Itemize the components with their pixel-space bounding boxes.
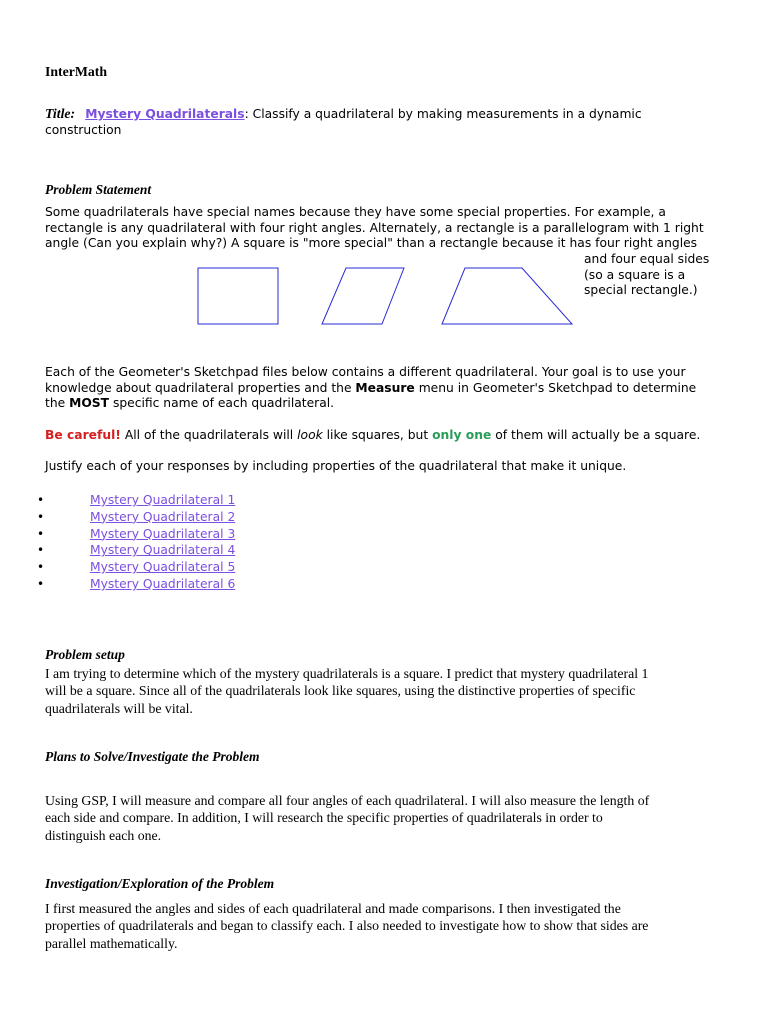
title-label: Title:: [45, 106, 76, 121]
site-title: InterMath: [45, 64, 108, 79]
bullet-icon: •: [37, 493, 45, 507]
justify-text: Justify each of your responses by including properties of the quadrilateral that make it unique.: [45, 459, 627, 473]
only-one-emphasis: only one: [432, 428, 492, 442]
title-description: : Classify a quadrilateral by making measurements in a dynamic: [244, 107, 642, 121]
mystery-quadrilateral-1-link[interactable]: Mystery Quadrilateral 1: [90, 493, 236, 507]
problem-statement-side-text: and four equal sides (so a square is a special rectangle.): [584, 252, 710, 298]
instructions-paragraph: Each of the Geometer's Sketchpad files below contains a different quadrilateral. Your goal is to use your knowledge about quadrilateral properties and the Measure menu in Geometer's Sketchpad to determine the MOST specific name of each quadrilateral.: [45, 365, 697, 411]
title-block: [45, 106, 745, 138]
plans-heading: Plans to Solve/Investigate the Problem: [45, 749, 260, 764]
list-item: [37, 492, 445, 509]
trapezoid-figure: [442, 268, 572, 324]
investigation-text: I first measured the angles and sides of each quadrilateral and made comparisons. I then investigated the properties of quadrilaterals and began to classify each. I also needed to investigate how to show that sides are parallel mathematically.: [45, 901, 649, 951]
careful-warning: Be careful!: [45, 428, 121, 442]
square-figure: [198, 268, 278, 324]
list-item: [37, 526, 445, 543]
bullet-icon: •: [37, 509, 45, 524]
list-item: [37, 576, 445, 593]
problem-setup-text: I am trying to determine which of the mystery quadrilaterals is a square. I predict that mystery quadrilateral 1 will be a square. Since all of the quadrilaterals look like squares, using the distinctive properties of specific quadrilaterals will be vital.: [45, 666, 649, 716]
list-item: [37, 559, 445, 576]
mystery-quadrilateral-4-link[interactable]: Mystery Quadrilateral 4: [90, 543, 236, 558]
plans-text: Using GSP, I will measure and compare all four angles of each quadrilateral. I will also measure the length of each side and compare. In addition, I will research the specific properties of quadrilaterals in order to distinguish each one.: [45, 793, 650, 843]
list-item: [37, 542, 445, 559]
problem-statement-text: Some quadrilaterals have special names because they have some special properties. For example, a rectangle is any quadrilateral with four right angles. Alternately, a rectangle is a parallelogram with 1 right angle (Can you explain why?) A square is "more special" than a rectangle because it has four right angles: [45, 205, 704, 251]
mystery-quadrilateral-3-link[interactable]: Mystery Quadrilateral 3: [90, 526, 236, 541]
bullet-icon: •: [37, 543, 45, 558]
careful-note: Be careful! All of the quadrilaterals will look like squares, but only one of them will actually be a square.: [45, 428, 701, 442]
mystery-quadrilateral-2-link[interactable]: Mystery Quadrilateral 2: [90, 509, 236, 524]
mystery-links-list: [37, 492, 445, 593]
title-description-cont: construction: [45, 122, 122, 137]
quadrilateral-figures: [190, 262, 580, 328]
bullet-icon: •: [37, 526, 45, 541]
mystery-quadrilaterals-link[interactable]: Mystery Quadrilaterals: [85, 107, 245, 121]
mystery-quadrilateral-6-link[interactable]: Mystery Quadrilateral 6: [90, 576, 236, 591]
problem-statement-heading: Problem Statement: [45, 182, 152, 197]
problem-setup-heading: Problem setup: [45, 647, 125, 662]
most-emphasis: MOST: [69, 396, 110, 411]
list-item: [37, 509, 445, 526]
measure-menu-label: Measure: [355, 380, 415, 395]
investigation-heading: Investigation/Exploration of the Problem: [45, 876, 275, 891]
parallelogram-figure: [322, 268, 404, 324]
bullet-icon: •: [37, 576, 45, 591]
mystery-quadrilateral-5-link[interactable]: Mystery Quadrilateral 5: [90, 560, 236, 575]
bullet-icon: •: [37, 560, 45, 575]
